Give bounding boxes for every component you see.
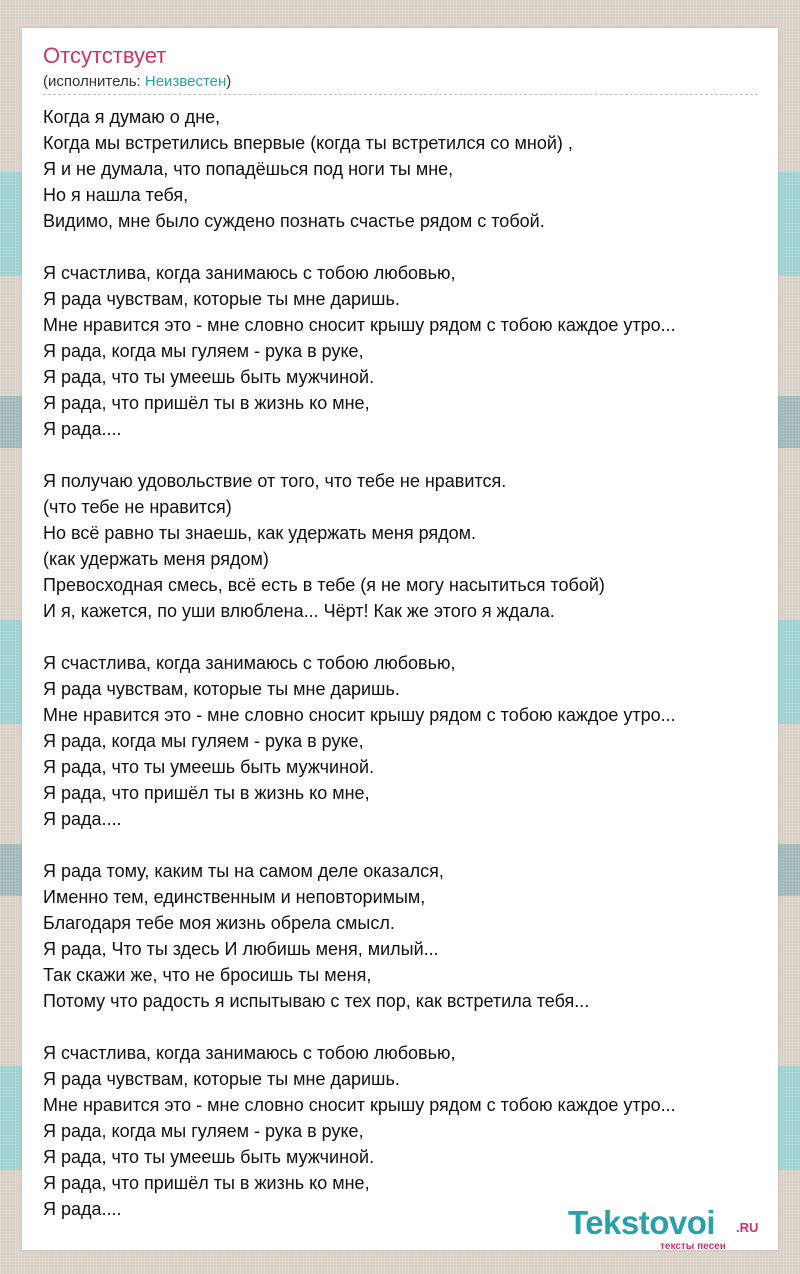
performer-line [43,72,231,92]
lyric-line: Видимо, мне было суждено познать счастье рядом с тобой. [43,211,545,231]
header-divider [43,94,758,95]
lyric-line: Так скажи же, что не бросишь ты меня, [43,965,372,985]
lyric-line: Я рада, что пришёл ты в жизнь ко мне, [43,393,370,413]
lyric-line: Когда мы встретились впервые (когда ты встретился со мной) , [43,133,573,153]
lyrics-card [22,28,778,1250]
lyric-line: Я счастлива, когда занимаюсь с тобою любовью, [43,263,456,283]
lyric-line: Я получаю удовольствие от того, что тебе не нравится. [43,471,507,491]
lyric-line: Я рада, что ты умеешь быть мужчиной. [43,1147,375,1167]
lyrics-stanza [43,260,768,442]
logo-tagline: тексты песен [660,1241,726,1252]
lyrics-stanza [43,468,768,624]
lyric-line: Я рада, когда мы гуляем - рука в руке, [43,341,364,361]
lyric-line: Я счастлива, когда занимаюсь с тобою любовью, [43,1043,456,1063]
lyric-line: Я рада, что ты умеешь быть мужчиной. [43,757,375,777]
lyric-line: Я рада чувствам, которые ты мне даришь. [43,679,400,699]
lyric-line: Но я нашла тебя, [43,185,189,205]
lyrics-stanza [43,1040,768,1222]
lyric-line: Я рада чувствам, которые ты мне даришь. [43,289,400,309]
lyric-line: Когда я думаю о дне, [43,107,221,127]
logo-tld: .RU [736,1220,759,1235]
lyric-line: Превосходная смесь, всё есть в тебе (я не могу насытиться тобой) [43,575,605,595]
lyric-line: Я и не думала, что попадёшься под ноги ты мне, [43,159,454,179]
lyric-line: Я рада тому, каким ты на самом деле оказался, [43,861,444,881]
artist-link[interactable]: Неизвестен [144,73,227,90]
lyric-line: (как удержать меня рядом) [43,549,269,569]
lyric-line: Потому что радость я испытываю с тех пор, как встретила тебя... [43,991,590,1011]
lyric-line: Я рада.... [43,1199,122,1219]
lyric-line: Мне нравится это - мне словно сносит крышу рядом с тобою каждое утро... [43,1095,676,1115]
lyric-line: (что тебе не нравится) [43,497,232,517]
song-title: Отсутствует [43,43,167,68]
lyric-line: Я рада.... [43,809,122,829]
lyric-line: Я рада, когда мы гуляем - рука в руке, [43,731,364,751]
lyric-line: Я счастлива, когда занимаюсь с тобою любовью, [43,653,456,673]
lyric-line: Я рада, Что ты здесь И любишь меня, милый... [43,939,439,959]
lyric-line: Я рада, что пришёл ты в жизнь ко мне, [43,783,370,803]
lyrics-text [43,104,768,1248]
performer-suffix: ) [226,73,232,90]
lyric-line: Благодаря тебе моя жизнь обрела смысл. [43,913,395,933]
site-logo[interactable] [568,1205,778,1253]
lyric-line: Именно тем, единственным и неповторимым, [43,887,426,907]
lyric-line: И я, кажется, по уши влюблена... Чёрт! Как же этого я ждала. [43,601,555,621]
lyric-line: Но всё равно ты знаешь, как удержать меня рядом. [43,523,477,543]
lyric-line: Я рада, когда мы гуляем - рука в руке, [43,1121,364,1141]
lyric-line: Мне нравится это - мне словно сносит крышу рядом с тобою каждое утро... [43,705,676,725]
performer-prefix: (исполнитель: [43,73,145,90]
logo-name: Tekstovoi [568,1204,716,1241]
lyrics-stanza [43,104,768,234]
lyric-line: Я рада, что ты умеешь быть мужчиной. [43,367,375,387]
lyric-line: Я рада чувствам, которые ты мне даришь. [43,1069,400,1089]
lyrics-stanza [43,650,768,832]
lyric-line: Я рада, что пришёл ты в жизнь ко мне, [43,1173,370,1193]
lyric-line: Я рада.... [43,419,122,439]
lyrics-stanza [43,858,768,1014]
lyric-line: Мне нравится это - мне словно сносит крышу рядом с тобою каждое утро... [43,315,676,335]
